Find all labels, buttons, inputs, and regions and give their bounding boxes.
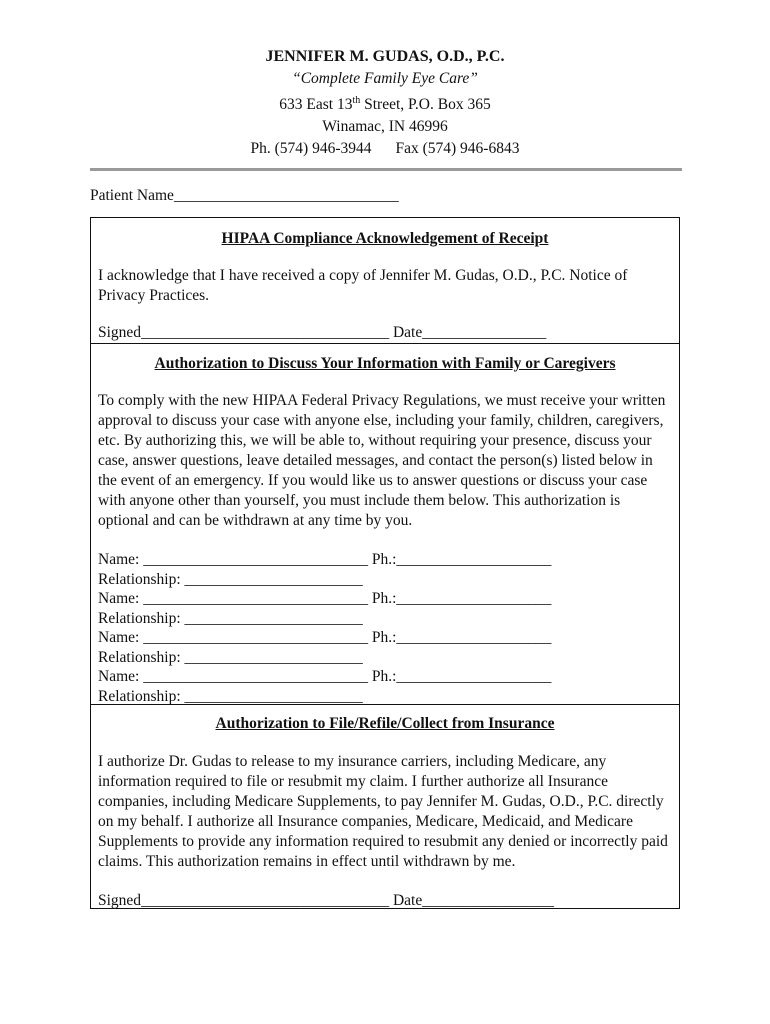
contact-name-label: Name:	[98, 629, 144, 646]
insurance-authorization-text: I authorize Dr. Gudas to release to my insurance carriers, including Medicare, any information required to file or resubmit my claim. I further authorize all Insurance companies, including Medicare Supplements, to pay Jennifer M. Gudas, O.D., P.C. directly on my behalf. I authorize all Insurance companies, Medicare, Medicaid, and Medicare Supplements to provide any information required to resubmit any denied or incorrectly paid claims. This authorization remains in effect until withdrawn by me.	[98, 753, 668, 870]
contact-name-row[interactable]	[98, 589, 679, 609]
contact-name-label: Name:	[98, 590, 144, 607]
contact-phone-blank[interactable]: ____________________	[396, 668, 552, 685]
contact-relationship-label: Relationship:	[98, 687, 185, 705]
date-label: Date	[389, 892, 423, 909]
contact-relationship-label: Relationship:	[98, 570, 185, 588]
date-label: Date	[389, 324, 423, 341]
signature-blank[interactable]: ________________________________	[141, 324, 390, 341]
contact-name-row[interactable]	[98, 628, 679, 648]
contact-phone-blank[interactable]: ____________________	[396, 551, 552, 568]
address-street-number: 633 East 13	[279, 96, 353, 114]
header-divider	[90, 168, 682, 171]
practice-tagline: “Complete Family Eye Care”	[292, 70, 478, 87]
contact-phone-blank[interactable]: ____________________	[396, 629, 552, 646]
practice-phone: Ph. (574) 946-3944	[250, 140, 372, 158]
practice-contact	[0, 138, 770, 160]
signature-blank[interactable]: ________________________________	[141, 892, 390, 909]
contact-name-blank[interactable]: _____________________________	[143, 629, 368, 646]
signed-label: Signed	[98, 324, 142, 341]
insurance-signature-line[interactable]	[98, 891, 679, 911]
date-blank[interactable]: _________________	[422, 892, 554, 909]
family-authorization-title: Authorization to Discuss Your Information with Family or Caregivers	[154, 355, 616, 372]
insurance-authorization-section	[90, 704, 680, 909]
patient-name-label: Patient Name	[90, 187, 174, 204]
contact-relationship-blank[interactable]: _______________________	[184, 570, 363, 588]
family-authorization-text: To comply with the new HIPAA Federal Privacy Regulations, we must receive your written approval to discuss your case with anyone else, including your family, children, caregivers, etc. By authorizing this, we will be able to, without requiring your presence, discuss your case, answer questions, leave detailed messages, and contact the person(s) listed below in the event of an emergency. If you would like us to answer questions or discuss your case with anyone other than yourself, you must include them below. This authorization is optional and can be withdrawn at any time by you.	[98, 392, 666, 529]
contact-name-blank[interactable]: _____________________________	[143, 551, 368, 568]
address-street: Street, P.O. Box 365	[360, 96, 491, 114]
contact-name-row[interactable]	[98, 667, 679, 687]
patient-name-blank[interactable]: _____________________________	[173, 187, 399, 204]
letterhead	[0, 46, 770, 160]
contact-relationship-row[interactable]	[98, 648, 679, 668]
contact-name-blank[interactable]: _____________________________	[143, 668, 368, 685]
contact-name-label: Name:	[98, 551, 144, 568]
contact-phone-label: Ph.:	[367, 668, 397, 685]
hipaa-receipt-text: I acknowledge that I have received a copy of Jennifer M. Gudas, O.D., P.C. Notice of Privacy Practices.	[98, 267, 628, 304]
contact-name-row[interactable]	[98, 550, 679, 570]
contact-relationship-row[interactable]	[98, 570, 679, 590]
contact-relationship-label: Relationship:	[98, 609, 185, 627]
contact-relationship-label: Relationship:	[98, 648, 185, 666]
hipaa-signature-line[interactable]	[98, 323, 679, 343]
practice-city: Winamac, IN 46996	[322, 118, 448, 136]
contact-relationship-blank[interactable]: _______________________	[184, 687, 363, 705]
practice-name: JENNIFER M. GUDAS, O.D., P.C.	[265, 48, 505, 65]
patient-name-field[interactable]	[90, 185, 399, 207]
contact-name-blank[interactable]: _____________________________	[143, 590, 368, 607]
practice-fax: Fax (574) 946-6843	[395, 140, 520, 158]
address-ordinal: th	[352, 95, 361, 106]
contact-phone-label: Ph.:	[367, 629, 397, 646]
contact-relationship-row[interactable]	[98, 609, 679, 629]
hipaa-receipt-title: HIPAA Compliance Acknowledgement of Receipt	[221, 230, 549, 247]
contact-phone-label: Ph.:	[367, 551, 397, 568]
contact-relationship-blank[interactable]: _______________________	[184, 648, 363, 666]
contact-relationship-blank[interactable]: _______________________	[184, 609, 363, 627]
signed-label: Signed	[98, 892, 142, 909]
family-authorization-section	[90, 343, 680, 705]
practice-address	[0, 90, 770, 116]
insurance-authorization-title: Authorization to File/Refile/Collect from Insurance	[215, 715, 555, 732]
contact-name-label: Name:	[98, 668, 144, 685]
date-blank[interactable]: ________________	[422, 324, 547, 341]
contact-phone-blank[interactable]: ____________________	[396, 590, 552, 607]
hipaa-receipt-section	[90, 217, 680, 344]
contact-phone-label: Ph.:	[367, 590, 397, 607]
